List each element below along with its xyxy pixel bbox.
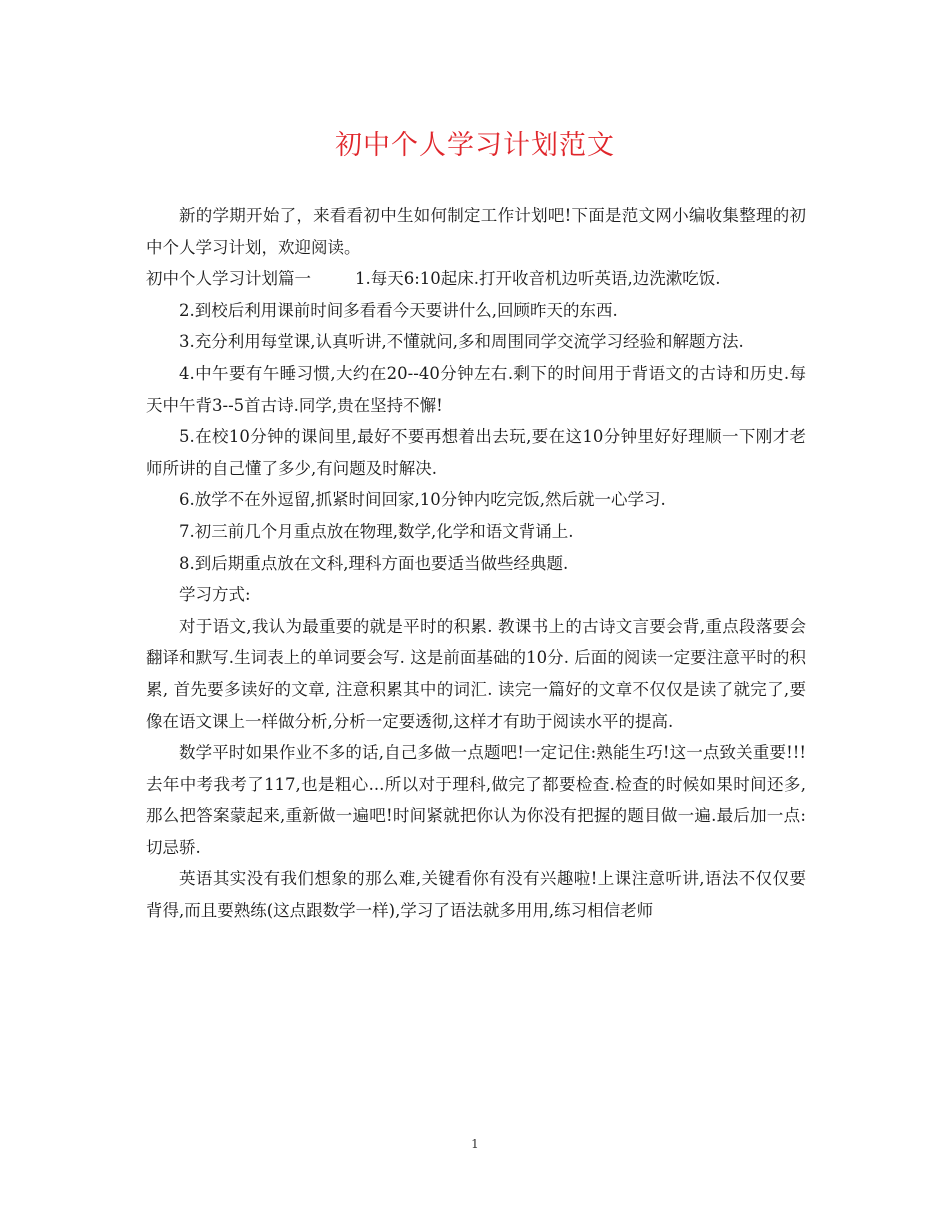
page-number: 1 xyxy=(471,1137,479,1151)
plan-item-2: 2.到校后利用课前时间多看看今天要讲什么,回顾昨天的东西. xyxy=(179,300,618,320)
plan-item-5: 5.在校10分钟的课间里,最好不要再想着出去玩,要在这10分钟里好好理顺一下刚才老师所讲的自己懂了多少,有问题及时解决. xyxy=(146,427,806,478)
methods-heading: 学习方式: xyxy=(179,585,251,605)
intro-paragraph: 新的学期开始了，来看看初中生如何制定工作计划吧!下面是范文网小编收集整理的初中个人学习计划，欢迎阅读。 xyxy=(146,206,806,257)
document-title: 初中个人学习计划范文 xyxy=(335,130,615,161)
section-heading: 初中个人学习计划篇一 xyxy=(146,269,311,289)
plan-item-3: 3.充分利用每堂课,认真听讲,不懂就问,多和周围同学交流学习经验和解题方法. xyxy=(179,332,744,352)
document-body xyxy=(146,200,806,927)
section-line xyxy=(146,263,806,295)
plan-item-4: 4.中午要有午睡习惯,大约在20--40分钟左右.剩下的时间用于背语文的古诗和历史.每天中午背3--5首古诗.同学,贵在坚持不懈! xyxy=(146,363,806,415)
plan-item-6: 6.放学不在外逗留,抓紧时间回家,10分钟内吃完饭,然后就一心学习. xyxy=(179,490,666,510)
plan-item-1: 1.每天6:10起床.打开收音机边听英语,边洗漱吃饭. xyxy=(355,269,721,289)
chinese-paragraph: 对于语文,我认为最重要的就是平时的积累. 教课书上的古诗文言要会背,重点段落要会翻译和默写.生词表上的单词要会写. 这是前面基础的10分. 后面的阅读一定要注意平时的积累, 首先要多读好的文章, 注意积累其中的词汇. 读完一篇好的文章不仅仅是读了就完了,要像在语文课上一样做分析,分析一定要透彻,这样才有助于阅读水平的提高. xyxy=(146,616,806,731)
plan-item-8: 8.到后期重点放在文科,理科方面也要适当做些经典题. xyxy=(179,553,569,573)
math-paragraph: 数学平时如果作业不多的话,自己多做一点题吧!一定记住:熟能生巧!这一点致关重要!!!去年中考我考了117,也是粗心...所以对于理科,做完了都要检查.检查的时候如果时间还多,那么把答案蒙起来,重新做一遍吧!时间紧就把你认为你没有把握的题目做一遍.最后加一点:切忌骄. xyxy=(146,743,806,857)
english-paragraph: 英语其实没有我们想象的那么难,关键看你有没有兴趣啦!上课注意听讲,语法不仅仅要背得,而且要熟练(这点跟数学一样),学习了语法就多用用,练习相信老师 xyxy=(146,869,806,921)
plan-item-7: 7.初三前几个月重点放在物理,数学,化学和语文背诵上. xyxy=(179,521,574,541)
